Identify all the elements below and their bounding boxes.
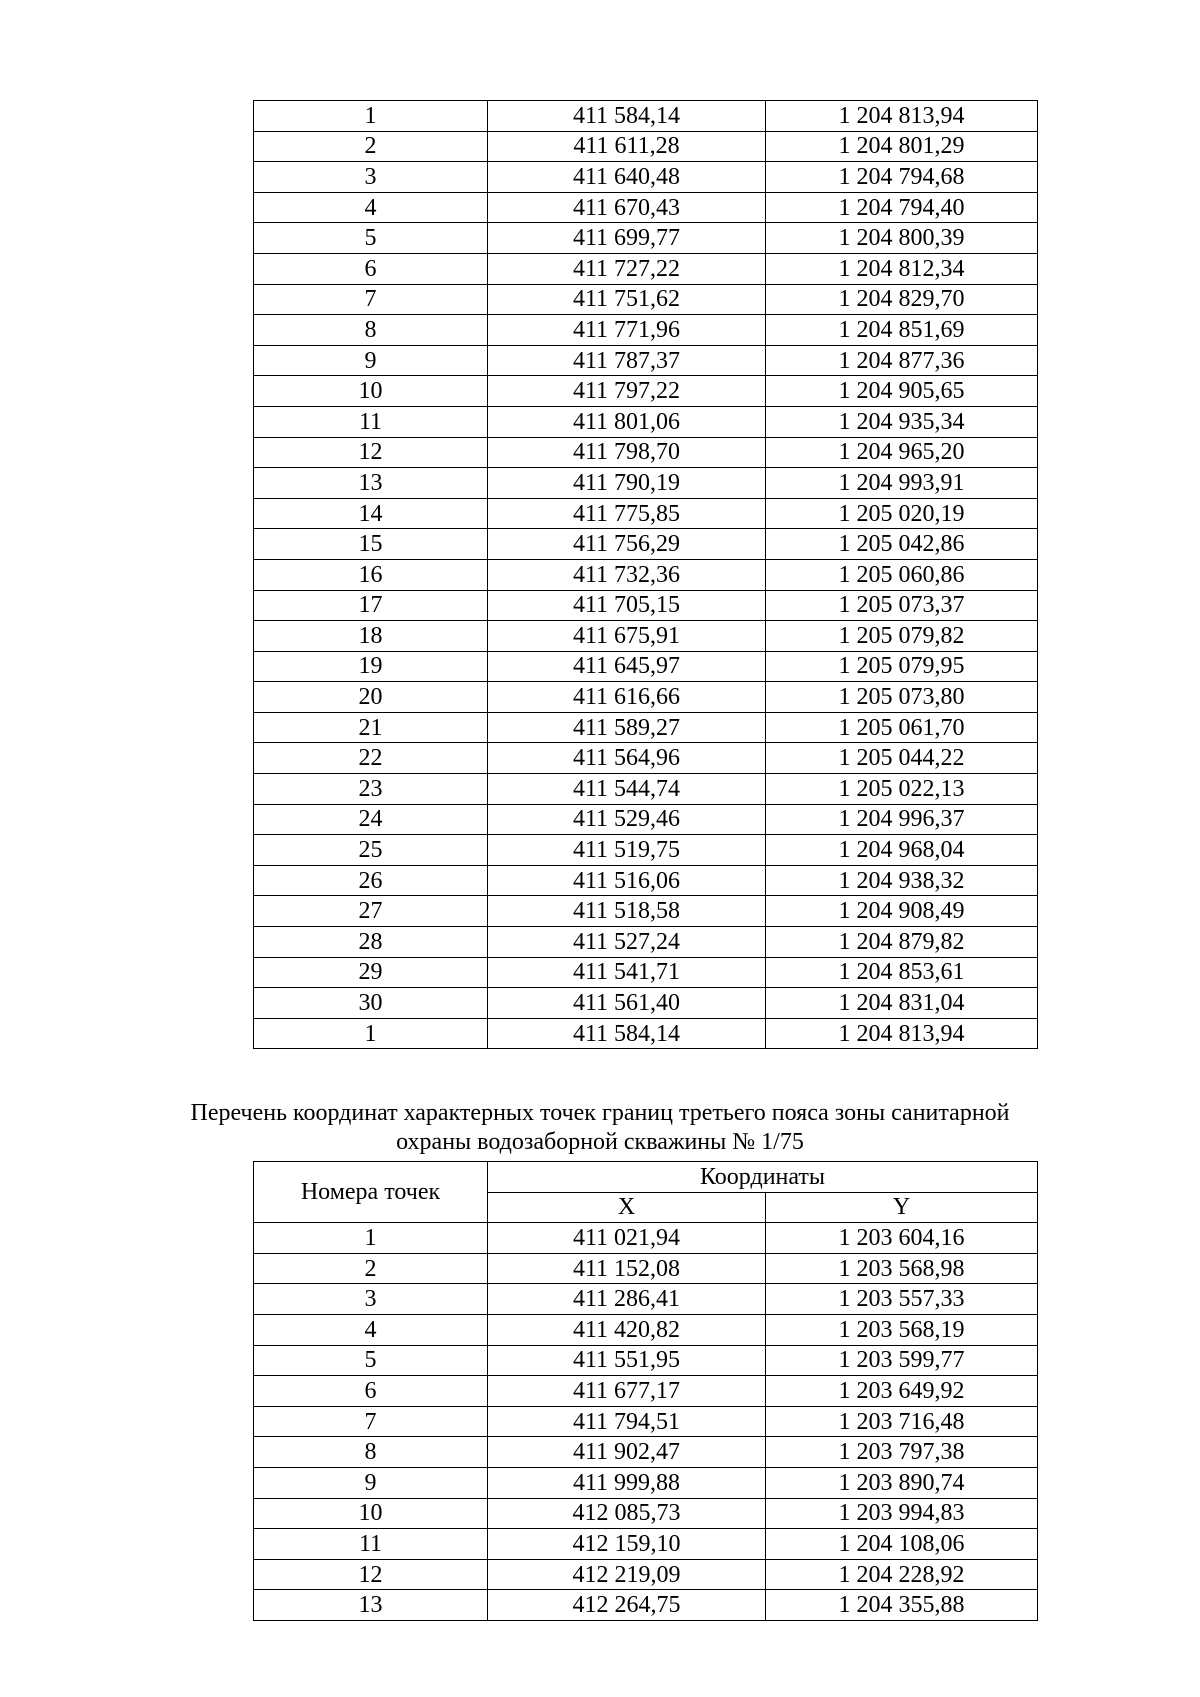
cell-y: 1 203 557,33 [766, 1284, 1038, 1315]
cell-x: 411 584,14 [488, 101, 766, 132]
cell-y: 1 204 813,94 [766, 101, 1038, 132]
cell-point-number: 11 [254, 1529, 488, 1560]
table-row [254, 804, 1038, 835]
cell-x: 412 085,73 [488, 1498, 766, 1529]
table-row [254, 529, 1038, 560]
cell-point-number: 16 [254, 559, 488, 590]
table-row [254, 406, 1038, 437]
cell-y: 1 204 800,39 [766, 223, 1038, 254]
table-caption [150, 1099, 1050, 1157]
cell-y: 1 204 355,88 [766, 1590, 1038, 1621]
cell-y: 1 205 044,22 [766, 743, 1038, 774]
cell-point-number: 21 [254, 712, 488, 743]
cell-x: 411 611,28 [488, 131, 766, 162]
cell-y: 1 203 568,19 [766, 1314, 1038, 1345]
table-row [254, 651, 1038, 682]
table-row [254, 1590, 1038, 1621]
cell-point-number: 25 [254, 835, 488, 866]
cell-point-number: 2 [254, 1253, 488, 1284]
cell-point-number: 3 [254, 1284, 488, 1315]
header-point-numbers: Номера точек [254, 1162, 488, 1223]
cell-y: 1 204 965,20 [766, 437, 1038, 468]
cell-y: 1 204 831,04 [766, 988, 1038, 1019]
cell-y: 1 204 853,61 [766, 957, 1038, 988]
cell-point-number: 9 [254, 345, 488, 376]
cell-point-number: 6 [254, 1376, 488, 1407]
table-row [254, 315, 1038, 346]
table-body [254, 101, 1038, 1049]
cell-point-number: 8 [254, 315, 488, 346]
cell-point-number: 7 [254, 1406, 488, 1437]
cell-x: 411 705,15 [488, 590, 766, 621]
table-row [254, 1314, 1038, 1345]
cell-point-number: 20 [254, 682, 488, 713]
cell-x: 411 518,58 [488, 896, 766, 927]
cell-point-number: 24 [254, 804, 488, 835]
cell-point-number: 5 [254, 223, 488, 254]
cell-y: 1 205 079,82 [766, 621, 1038, 652]
header-y: Y [766, 1192, 1038, 1223]
coordinates-table-third-zone [253, 1161, 1038, 1621]
coordinates-table-continued [253, 100, 1038, 1049]
cell-x: 411 561,40 [488, 988, 766, 1019]
cell-x: 411 544,74 [488, 774, 766, 805]
cell-y: 1 204 794,68 [766, 162, 1038, 193]
cell-point-number: 29 [254, 957, 488, 988]
table-row [254, 774, 1038, 805]
table-row [254, 1467, 1038, 1498]
cell-x: 411 516,06 [488, 865, 766, 896]
cell-y: 1 204 996,37 [766, 804, 1038, 835]
header-coordinates: Координаты [488, 1162, 1038, 1193]
cell-point-number: 26 [254, 865, 488, 896]
cell-x: 411 551,95 [488, 1345, 766, 1376]
table-row [254, 1345, 1038, 1376]
cell-x: 412 159,10 [488, 1529, 766, 1560]
cell-x: 411 727,22 [488, 253, 766, 284]
cell-x: 411 999,88 [488, 1467, 766, 1498]
cell-point-number: 28 [254, 927, 488, 958]
table-row [254, 1559, 1038, 1590]
cell-x: 411 640,48 [488, 162, 766, 193]
table-row [254, 101, 1038, 132]
cell-y: 1 205 022,13 [766, 774, 1038, 805]
cell-y: 1 203 649,92 [766, 1376, 1038, 1407]
table-row [254, 621, 1038, 652]
cell-y: 1 204 851,69 [766, 315, 1038, 346]
cell-point-number: 15 [254, 529, 488, 560]
table-row [254, 1529, 1038, 1560]
table-row [254, 1498, 1038, 1529]
cell-point-number: 27 [254, 896, 488, 927]
cell-y: 1 203 568,98 [766, 1253, 1038, 1284]
table-row [254, 927, 1038, 958]
cell-x: 411 021,94 [488, 1223, 766, 1254]
cell-y: 1 204 877,36 [766, 345, 1038, 376]
cell-y: 1 204 968,04 [766, 835, 1038, 866]
cell-point-number: 10 [254, 376, 488, 407]
cell-point-number: 12 [254, 437, 488, 468]
cell-x: 411 675,91 [488, 621, 766, 652]
table-header [254, 1162, 1038, 1223]
cell-x: 411 519,75 [488, 835, 766, 866]
cell-y: 1 203 599,77 [766, 1345, 1038, 1376]
table-row [254, 1253, 1038, 1284]
table-row [254, 743, 1038, 774]
cell-x: 411 794,51 [488, 1406, 766, 1437]
cell-y: 1 205 042,86 [766, 529, 1038, 560]
table-row [254, 131, 1038, 162]
table-row [254, 1018, 1038, 1049]
cell-y: 1 205 061,70 [766, 712, 1038, 743]
cell-x: 412 219,09 [488, 1559, 766, 1590]
cell-x: 411 902,47 [488, 1437, 766, 1468]
cell-point-number: 30 [254, 988, 488, 1019]
cell-point-number: 22 [254, 743, 488, 774]
cell-point-number: 3 [254, 162, 488, 193]
table-row [254, 1376, 1038, 1407]
cell-x: 412 264,75 [488, 1590, 766, 1621]
cell-point-number: 18 [254, 621, 488, 652]
cell-x: 411 645,97 [488, 651, 766, 682]
cell-x: 411 564,96 [488, 743, 766, 774]
cell-point-number: 13 [254, 1590, 488, 1621]
cell-y: 1 204 879,82 [766, 927, 1038, 958]
cell-x: 411 699,77 [488, 223, 766, 254]
cell-y: 1 204 812,34 [766, 253, 1038, 284]
cell-point-number: 4 [254, 1314, 488, 1345]
cell-x: 411 751,62 [488, 284, 766, 315]
cell-y: 1 203 890,74 [766, 1467, 1038, 1498]
table-row [254, 192, 1038, 223]
cell-point-number: 13 [254, 468, 488, 499]
table-row [254, 376, 1038, 407]
cell-x: 411 584,14 [488, 1018, 766, 1049]
cell-y: 1 204 938,32 [766, 865, 1038, 896]
table-row [254, 896, 1038, 927]
cell-point-number: 5 [254, 1345, 488, 1376]
cell-point-number: 2 [254, 131, 488, 162]
table-row [254, 253, 1038, 284]
table-row [254, 682, 1038, 713]
cell-point-number: 14 [254, 498, 488, 529]
cell-x: 411 670,43 [488, 192, 766, 223]
cell-y: 1 205 060,86 [766, 559, 1038, 590]
table-row [254, 1284, 1038, 1315]
cell-x: 411 286,41 [488, 1284, 766, 1315]
cell-x: 411 589,27 [488, 712, 766, 743]
table-row [254, 957, 1038, 988]
cell-y: 1 204 935,34 [766, 406, 1038, 437]
cell-point-number: 19 [254, 651, 488, 682]
header-x: X [488, 1192, 766, 1223]
table-row [254, 559, 1038, 590]
cell-y: 1 205 073,37 [766, 590, 1038, 621]
cell-point-number: 12 [254, 1559, 488, 1590]
table-row [254, 468, 1038, 499]
cell-y: 1 204 908,49 [766, 896, 1038, 927]
cell-y: 1 204 108,06 [766, 1529, 1038, 1560]
cell-y: 1 204 905,65 [766, 376, 1038, 407]
cell-x: 411 527,24 [488, 927, 766, 958]
table-row [254, 1437, 1038, 1468]
cell-x: 411 152,08 [488, 1253, 766, 1284]
table-row [254, 835, 1038, 866]
cell-x: 411 771,96 [488, 315, 766, 346]
cell-y: 1 204 993,91 [766, 468, 1038, 499]
cell-y: 1 205 073,80 [766, 682, 1038, 713]
caption-line-1: Перечень координат характерных точек границ третьего пояса зоны санитарной [190, 1100, 1010, 1126]
cell-x: 411 529,46 [488, 804, 766, 835]
cell-point-number: 6 [254, 253, 488, 284]
table-row [254, 590, 1038, 621]
cell-point-number: 4 [254, 192, 488, 223]
cell-point-number: 10 [254, 1498, 488, 1529]
cell-point-number: 11 [254, 406, 488, 437]
table-row [254, 498, 1038, 529]
table-row [254, 162, 1038, 193]
table-row [254, 1406, 1038, 1437]
cell-x: 411 797,22 [488, 376, 766, 407]
table-row [254, 1223, 1038, 1254]
cell-point-number: 9 [254, 1467, 488, 1498]
cell-x: 411 616,66 [488, 682, 766, 713]
cell-y: 1 205 020,19 [766, 498, 1038, 529]
table-row [254, 865, 1038, 896]
cell-y: 1 203 716,48 [766, 1406, 1038, 1437]
cell-point-number: 1 [254, 1018, 488, 1049]
cell-point-number: 8 [254, 1437, 488, 1468]
cell-x: 411 677,17 [488, 1376, 766, 1407]
cell-y: 1 204 794,40 [766, 192, 1038, 223]
cell-x: 411 787,37 [488, 345, 766, 376]
cell-y: 1 204 228,92 [766, 1559, 1038, 1590]
cell-point-number: 1 [254, 1223, 488, 1254]
table-row [254, 988, 1038, 1019]
table-row [254, 223, 1038, 254]
cell-point-number: 23 [254, 774, 488, 805]
cell-x: 411 801,06 [488, 406, 766, 437]
table-row [254, 437, 1038, 468]
cell-x: 411 775,85 [488, 498, 766, 529]
table-body [254, 1223, 1038, 1621]
cell-y: 1 203 797,38 [766, 1437, 1038, 1468]
cell-y: 1 204 813,94 [766, 1018, 1038, 1049]
table-row [254, 345, 1038, 376]
cell-point-number: 17 [254, 590, 488, 621]
cell-y: 1 203 994,83 [766, 1498, 1038, 1529]
cell-y: 1 204 829,70 [766, 284, 1038, 315]
table-row [254, 712, 1038, 743]
caption-line-2: охраны водозаборной скважины № 1/75 [396, 1129, 804, 1155]
cell-x: 411 798,70 [488, 437, 766, 468]
cell-x: 411 732,36 [488, 559, 766, 590]
cell-y: 1 203 604,16 [766, 1223, 1038, 1254]
cell-x: 411 420,82 [488, 1314, 766, 1345]
cell-point-number: 1 [254, 101, 488, 132]
table-row [254, 284, 1038, 315]
cell-point-number: 7 [254, 284, 488, 315]
cell-x: 411 790,19 [488, 468, 766, 499]
cell-x: 411 541,71 [488, 957, 766, 988]
cell-y: 1 204 801,29 [766, 131, 1038, 162]
cell-x: 411 756,29 [488, 529, 766, 560]
cell-y: 1 205 079,95 [766, 651, 1038, 682]
